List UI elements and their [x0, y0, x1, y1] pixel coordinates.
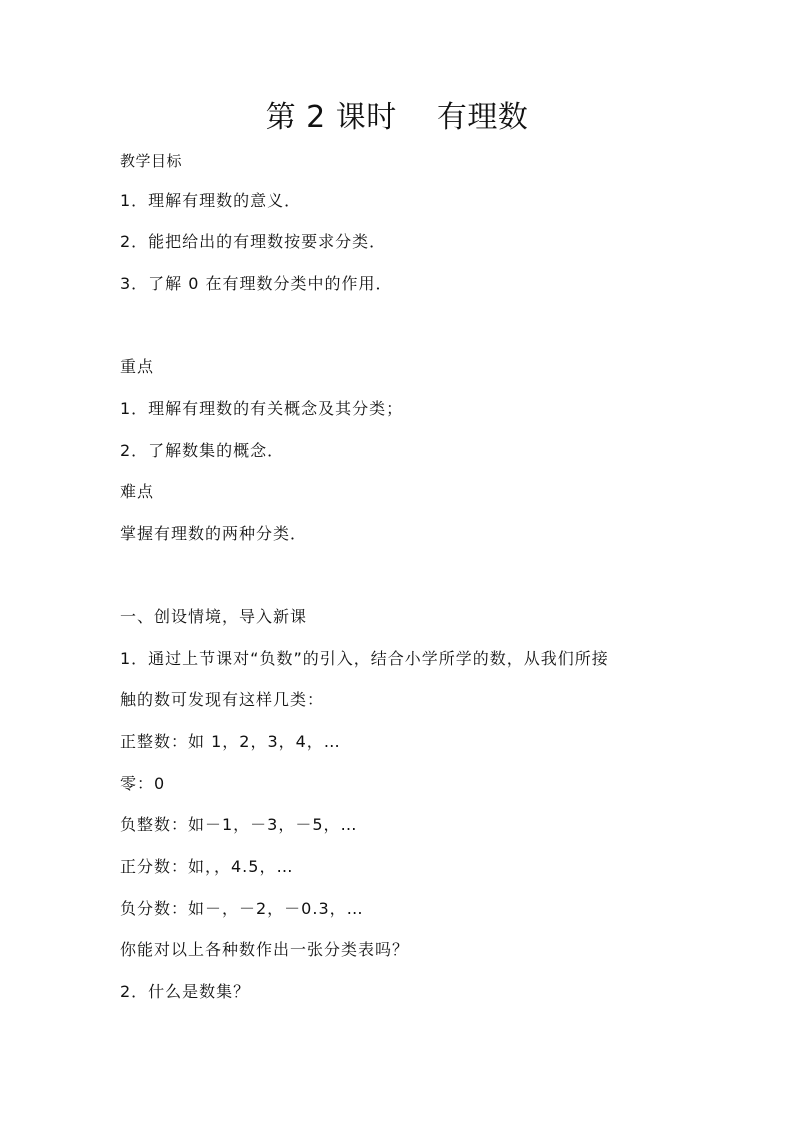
page-title: 第 2 课时 有理数 — [265, 100, 529, 135]
difficulties-text: 掌握有理数的两种分类． — [120, 524, 308, 543]
section1-item1-line1: 1．通过上节课对“负数”的引入，结合小学所学的数，从我们所接 — [120, 649, 609, 668]
objectives-heading: 教学目标 — [120, 152, 183, 170]
section1-item2: 2．什么是数集？ — [120, 982, 251, 1001]
category-zero: 零：0 — [120, 774, 166, 793]
objective-item-2: 2．能把给出的有理数按要求分类． — [120, 232, 387, 251]
key-points-heading: 重点 — [120, 357, 155, 376]
section1-item1-line2: 触的数可发现有这样几类： — [120, 690, 325, 709]
section1-heading: 一、创设情境，导入新课 — [120, 607, 308, 626]
category-negative-integers: 负整数：如－1，－3，－5，… — [120, 815, 358, 834]
category-negative-fractions: 负分数：如－，－2，－0.3，… — [120, 899, 364, 918]
objective-item-1: 1．理解有理数的意义． — [120, 191, 302, 210]
difficulties-heading: 难点 — [120, 482, 155, 501]
category-positive-integers: 正整数：如 1，2，3，4，… — [120, 732, 341, 751]
key-point-item-1: 1．理解有理数的有关概念及其分类； — [120, 399, 404, 418]
classification-question: 你能对以上各种数作出一张分类表吗？ — [120, 940, 410, 959]
objective-item-3: 3．了解 0 在有理数分类中的作用． — [120, 274, 393, 293]
key-point-item-2: 2．了解数集的概念． — [120, 441, 285, 460]
category-positive-fractions: 正分数：如，，4.5，… — [120, 857, 294, 876]
